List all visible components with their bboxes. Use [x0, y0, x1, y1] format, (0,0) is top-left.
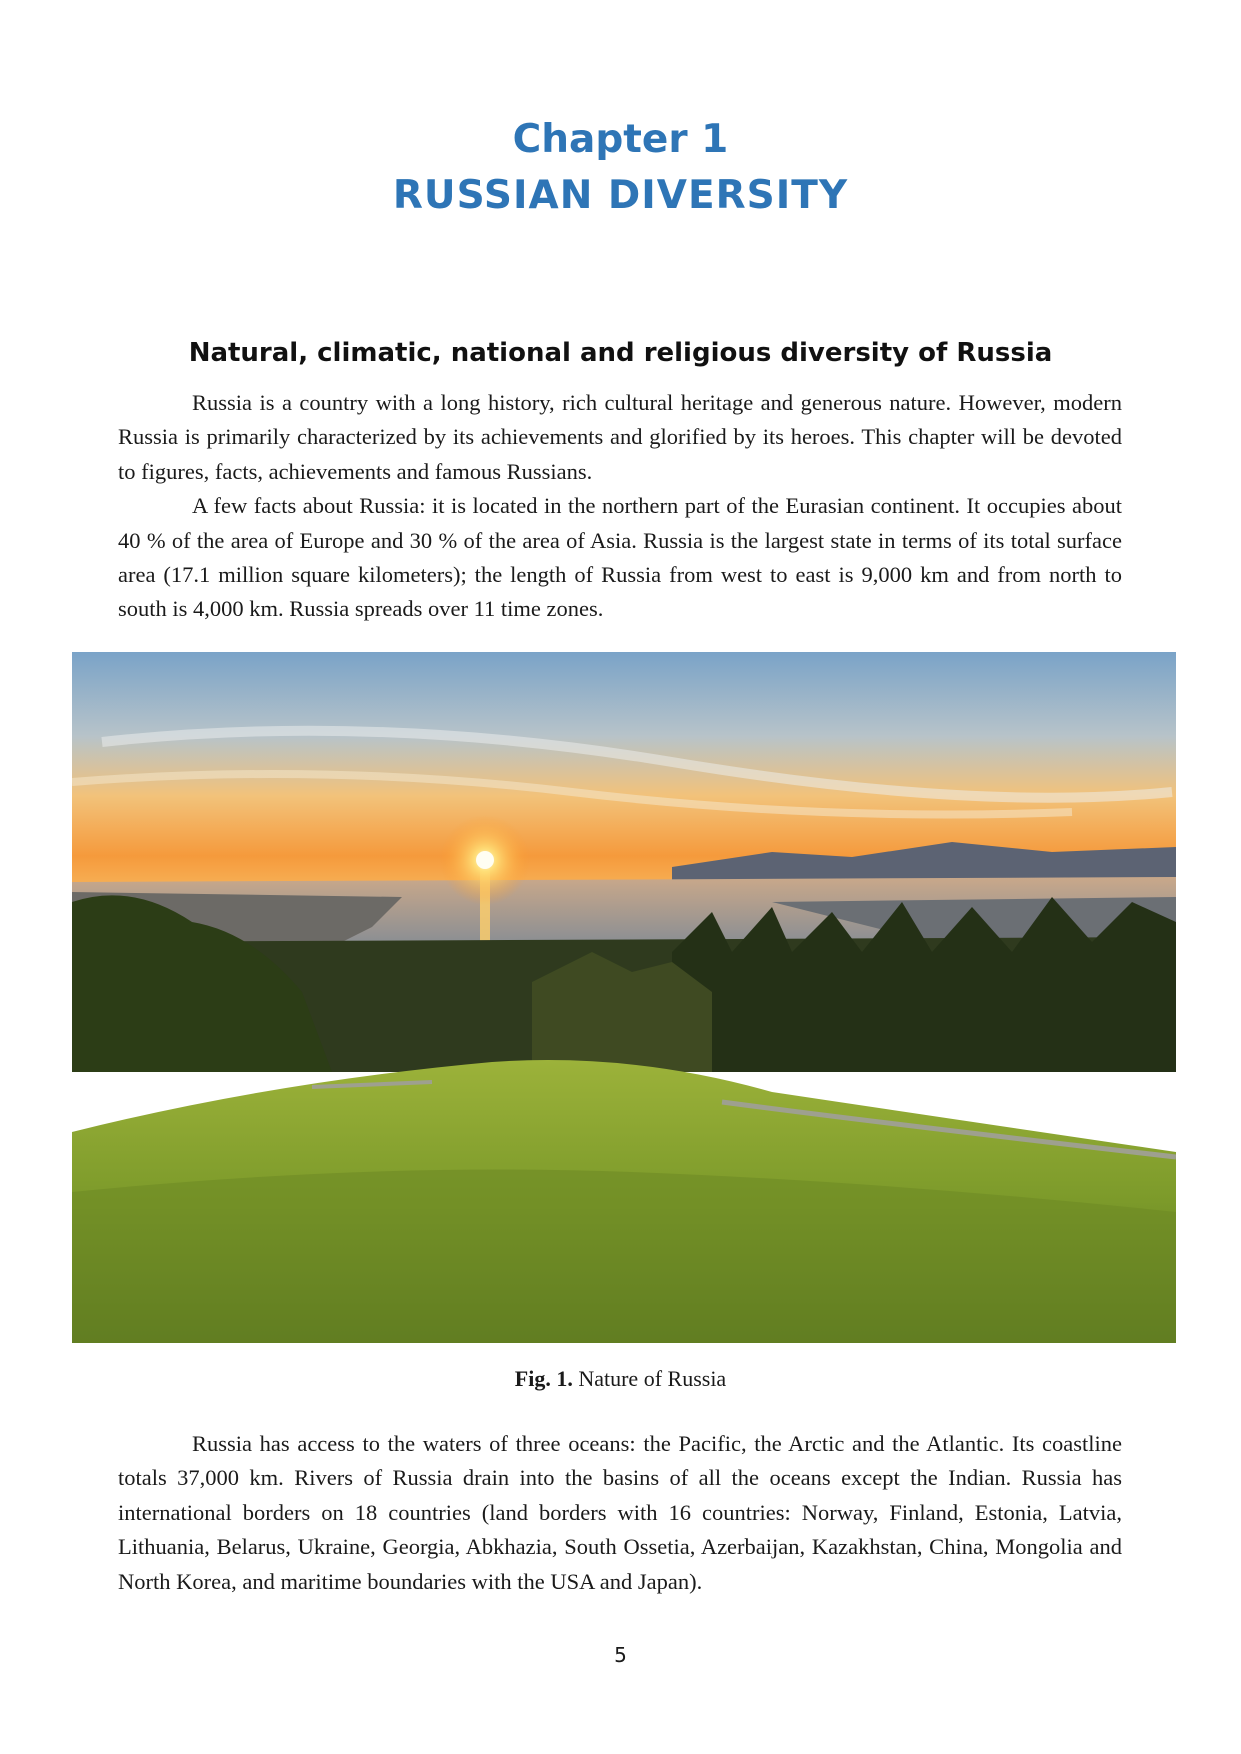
intro-text	[118, 386, 1122, 627]
figure-label: Fig. 1.	[514, 1366, 573, 1391]
paragraph: A few facts about Russia: it is located in the northern part of the Eurasian continent. It occupies about 40 % of the area of Europe and 30 % of the area of Asia. Russia is the largest state in terms of its total surface area (17.1 million square kilometers); the length of Russia from west to east is 9,000 km and from north to south is 4,000 km. Russia spreads over 11 time zones.	[118, 493, 1122, 622]
figure-nature-photo	[72, 652, 1176, 1343]
figure-caption	[0, 1364, 1241, 1394]
paragraph: Russia has access to the waters of three oceans: the Pacific, the Arctic and the Atlantic. Its coastline totals 37,000 km. Rivers of Russia drain into the basins of all the oceans except the Indian. Russia has international borders on 18 countries (land borders with 16 countries: Norway, Finland, Estonia, Latvia, Lithuania, Belarus, Ukraine, Georgia, Abkhazia, South Ossetia, Azerbaijan, Kazakhstan, China, Mongolia and North Korea, and maritime boundaries with the USA and Japan).	[118, 1431, 1122, 1594]
oceans-text	[118, 1427, 1122, 1599]
page-number: 5	[614, 1643, 627, 1667]
chapter-heading	[0, 112, 1241, 224]
figure-caption-text: Nature of Russia	[578, 1366, 727, 1391]
landscape-illustration	[72, 652, 1176, 1343]
section-title: Natural, climatic, national and religious diversity of Russia	[188, 338, 1053, 368]
paragraph: Russia is a country with a long history, rich cultural heritage and generous nature. However, modern Russia is primarily characterized by its achievements and glorified by its heroes. This chapter will be devoted to figures, facts, achievements and famous Russians.	[118, 390, 1122, 484]
chapter-title: RUSSIAN DIVERSITY	[392, 173, 849, 218]
chapter-number: Chapter 1	[512, 117, 729, 162]
